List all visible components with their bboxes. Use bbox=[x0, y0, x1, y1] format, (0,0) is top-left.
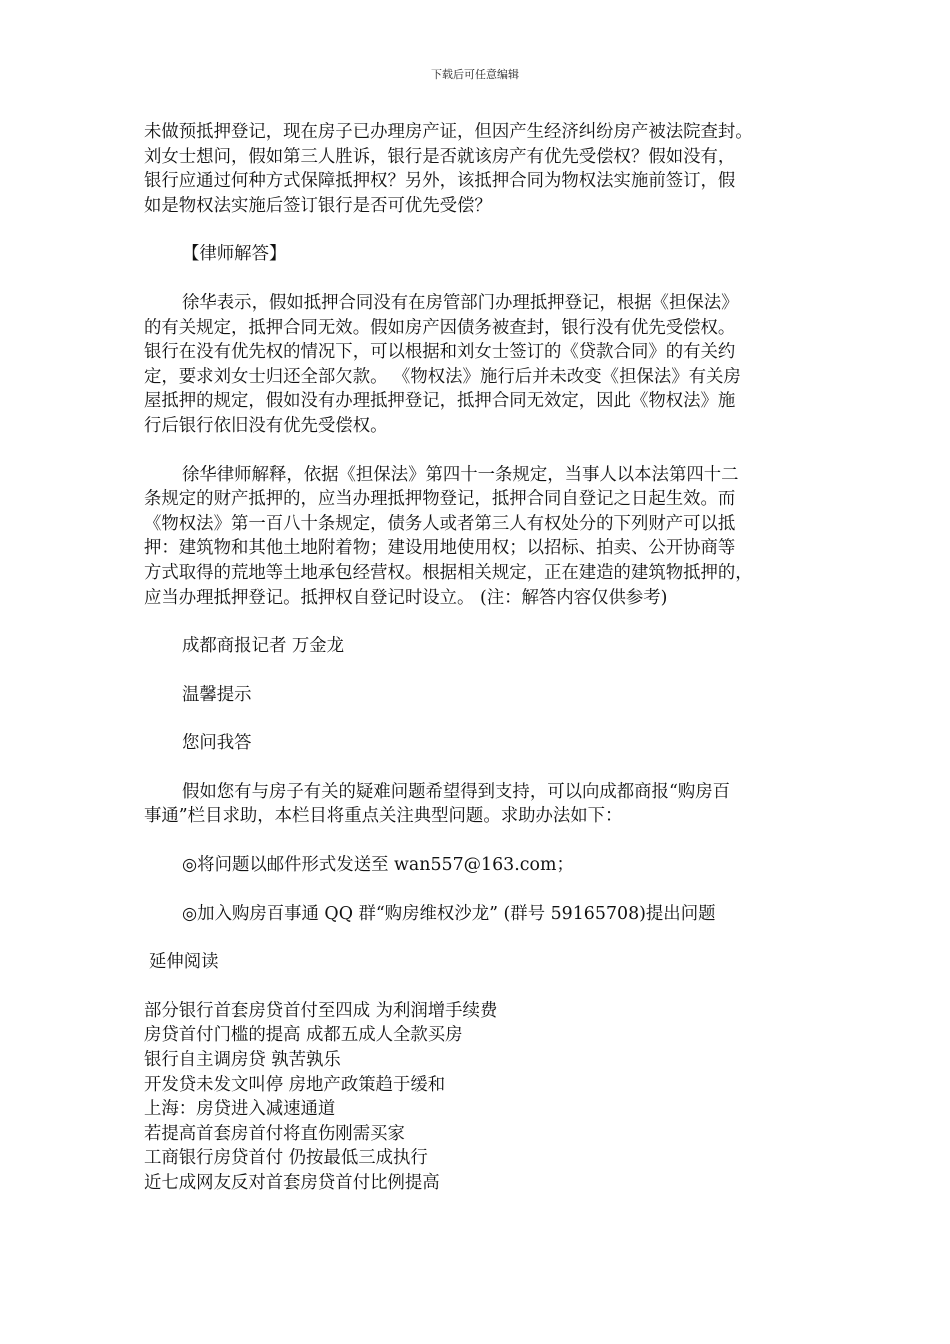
related-link[interactable]: 开发贷未发文叫停 房地产政策趋于缓和 bbox=[144, 1074, 446, 1095]
text-line: 的有关规定，抵押合同无效。假如房产因债务被查封，银行没有优先受偿权。 bbox=[144, 317, 736, 338]
answer-paragraph-2 bbox=[144, 463, 824, 611]
answer-paragraph-1 bbox=[144, 291, 824, 439]
text-line: 行后银行依旧没有优先受偿权。 bbox=[144, 415, 388, 436]
text-line: 屋抵押的规定，假如没有办理抵押登记，抵押合同无效定，因此《物权法》施 bbox=[144, 391, 736, 412]
text-line: 条规定的财产抵押的，应当办理抵押物登记，抵押合同自登记之日起生效。而 bbox=[144, 489, 736, 510]
related-link[interactable]: 房贷首付门槛的提高 成都五成人全款买房 bbox=[144, 1025, 463, 1046]
related-link[interactable]: 银行自主调房贷 孰苦孰乐 bbox=[144, 1050, 341, 1071]
related-link[interactable]: 若提高首套房首付将直伤刚需买家 bbox=[144, 1123, 405, 1144]
related-link[interactable]: 部分银行首套房贷首付至四成 为利润增手续费 bbox=[144, 1000, 498, 1021]
related-links-list bbox=[144, 999, 824, 1196]
related-link[interactable]: 近七成网友反对首套房贷首付比例提高 bbox=[144, 1173, 440, 1193]
text-line: 押：建筑物和其他土地附着物；建设用地使用权；以招标、拍卖、公开协商等 bbox=[144, 538, 736, 559]
text-line: 如是物权法实施后签订银行是否可优先受偿？ bbox=[144, 195, 492, 216]
reporter-byline: 成都商报记者 万金龙 bbox=[182, 636, 345, 657]
text-line: 假如您有与房子有关的疑难问题希望得到支持，可以向成都商报“购房百 bbox=[182, 781, 731, 802]
related-link[interactable]: 工商银行房贷首付 仍按最低三成执行 bbox=[144, 1148, 428, 1169]
related-link[interactable]: 上海：房贷进入减速通道 bbox=[144, 1099, 336, 1120]
text-line: 未做预抵押登记，现在房子已办理房产证，但因产生经济纠纷房产被法院查封。 bbox=[144, 122, 753, 142]
question-paragraph bbox=[144, 120, 824, 218]
email-instruction: ◎将问题以邮件形式发送至 wan557@163.com； bbox=[182, 855, 574, 876]
help-paragraph bbox=[144, 780, 824, 829]
text-line: 方式取得的荒地等土地承包经营权。根据相关规定，正在建造的建筑物抵押的， bbox=[144, 562, 753, 583]
article-body bbox=[144, 120, 824, 1196]
text-line: 银行应通过何种方式保障抵押权？另外，该抵押合同为物权法实施前签订，假 bbox=[144, 171, 736, 192]
tip-heading: 温馨提示 bbox=[182, 684, 252, 705]
text-line: 定，要求刘女士归还全部欠款。 《物权法》施行后并未改变《担保法》有关房 bbox=[144, 366, 741, 387]
qa-heading: 您问我答 bbox=[182, 733, 252, 754]
text-line: 《物权法》第一百八十条规定，债务人或者第三人有权处分的下列财产可以抵 bbox=[144, 513, 736, 534]
text-line: 应当办理抵押登记。抵押权自登记时设立。 (注：解答内容仅供参考) bbox=[144, 587, 668, 608]
extended-reading-heading: 延伸阅读 bbox=[149, 952, 219, 973]
text-line: 徐华律师解释，依据《担保法》第四十一条规定，当事人以本法第四十二 bbox=[182, 464, 739, 485]
text-line: 徐华表示，假如抵押合同没有在房管部门办理抵押登记，根据《担保法》 bbox=[182, 292, 739, 313]
text-line: 银行在没有优先权的情况下，可以根据和刘女士签订的《贷款合同》的有关约 bbox=[144, 342, 736, 363]
qq-group-instruction: ◎加入购房百事通 QQ 群“购房维权沙龙” (群号 59165708)提出问题 bbox=[182, 903, 716, 924]
section-heading-lawyer-answer: 【律师解答】 bbox=[182, 244, 287, 265]
text-line: 事通”栏目求助，本栏目将重点关注典型问题。求助办法如下： bbox=[144, 806, 623, 827]
text-line: 刘女士想问，假如第三人胜诉，银行是否就该房产有优先受偿权？假如没有， bbox=[144, 146, 736, 167]
page-header: 下载后可任意编辑 bbox=[431, 68, 519, 81]
